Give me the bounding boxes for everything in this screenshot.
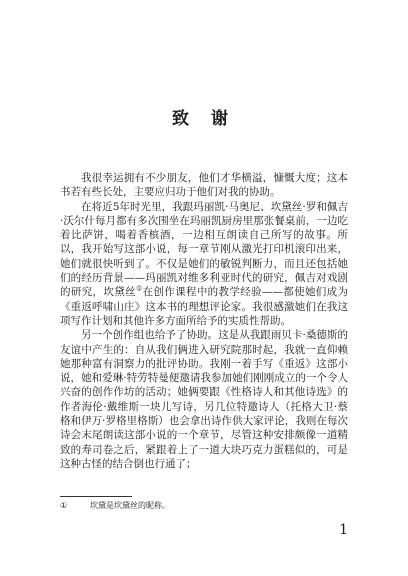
paragraph-2-tail: 在创作课程中的教学经验——都使她们成为《重返呼啸山庄》这本书的理想评论家。我很感激她们在我这项写作计划和其他许多方面所给予的实质性帮助。: [60, 286, 349, 327]
paragraph-3: 另一个创作组也给予了协助。这是从我跟雨贝卡·桑德斯的友谊中产生的：自从我们俩进入研究院那时起，我就一直仰赖她那种富有洞察力的批评协助。我刚一着手写《重返》这部小说，她和爱琳·特劳特曼便邀请我参加她们刚刚成立的一个令人兴奋的创作作坊的活动；她俩要跟《性格诗人和其他诗选》的作者海伦·戴维斯一块儿写诗，另几位特邀诗人（托格大卫·蔡格和伊万·罗格里格斯）也会拿出诗作供大家评论，我则在每次诗会末尾朗读这部小说的一个章节，尽管这种安排颇像一道精致的寿司卷之后，紧跟着上了一道大块巧克力蛋糕似的，可是这种古怪的结合倒也行通了；: [60, 329, 348, 470]
paragraph-2-text: 在将近5年时光里，我跟玛丽凯·马奥尼、坎黛丝·罗和佩吉·沃尔什每月都有多次围坐在玛丽凯厨房里那张餐桌前，一边吃着比萨饼，喝着香槟酒，一边相互朗读自己所写的故事。所以，我开始写这部小说，每一章节刚从激光打印机滚印出来，她们就很快听到了。不仅是她们的敏锐判断力，而且还包括她们的经历背景——玛丽凯对维多利亚时代的研究，佩吉对戏剧的研究，坎黛丝: [60, 200, 348, 299]
footnote-marker: ①: [60, 501, 68, 510]
page-number: 1: [339, 522, 348, 538]
footnote-ref: ①: [135, 284, 143, 293]
footnote-divider: [60, 496, 132, 497]
paragraph-1: 我很幸运拥有不少朋友，他们才华横溢，慷慨大度；这本书若有些长处，主要应归功于他们对我的协助。: [60, 172, 348, 199]
body-text: [60, 171, 348, 471]
paragraph-2: [60, 200, 348, 329]
footnote-text: 坎黛是坎黛丝的昵称。: [90, 501, 170, 510]
footnote: [60, 501, 170, 511]
page-title: 致 谢: [172, 109, 236, 129]
